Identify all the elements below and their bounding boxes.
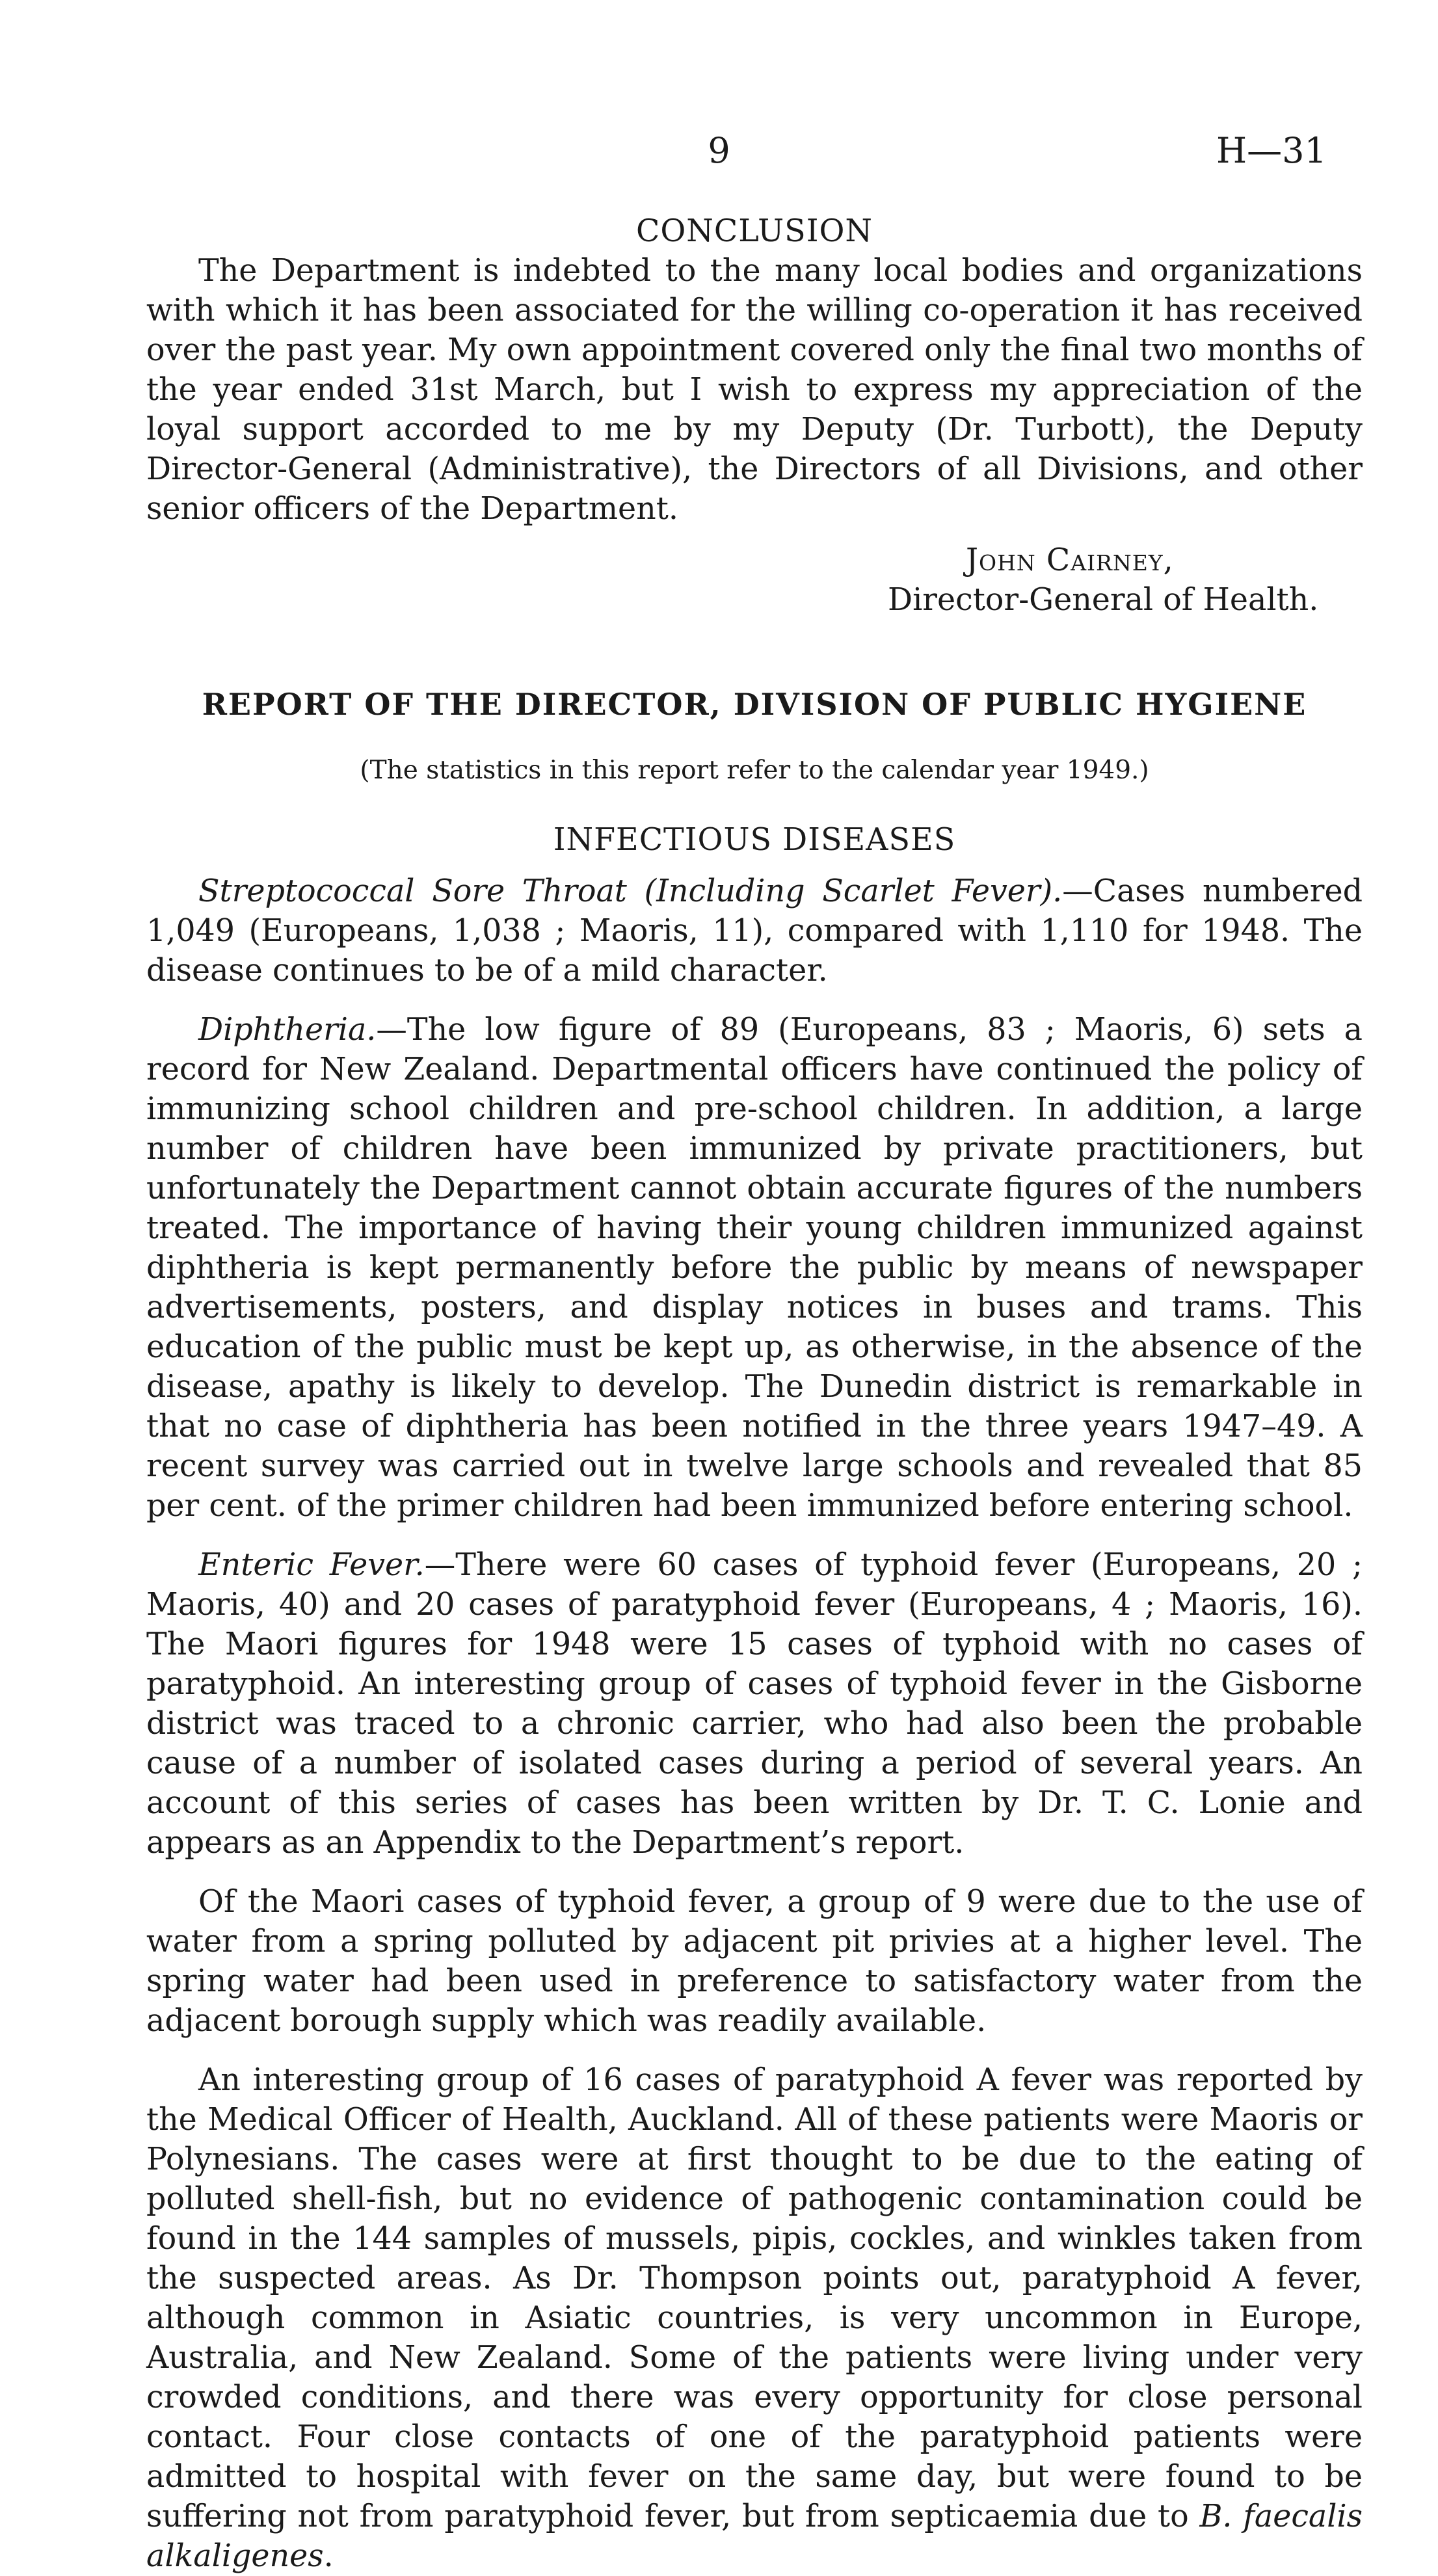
paratyphoid-end: . (323, 2538, 334, 2574)
report-title: REPORT OF THE DIRECTOR, DIVISION OF PUBLIC HYGIENE (202, 687, 1307, 722)
streptococcal-paragraph (146, 871, 1363, 990)
maori-typhoid-paragraph: Of the Maori cases of typhoid fever, a group of 9 were due to the use of water from a spring polluted by adjacent pit privies at a higher level. The spring water had been used in preference to satisfactory water from the adjacent borough supply which was readily available. (146, 1884, 1363, 2039)
conclusion-heading: CONCLUSION (636, 213, 873, 249)
signature-name: John Cairney, (966, 542, 1174, 578)
paratyphoid-paragraph (146, 2060, 1363, 2576)
organism-name: B. faecalis alkaligenes (146, 2499, 1363, 2574)
streptococcal-lead: Streptococcal Sore Throat (Including Scarlet Fever). (198, 873, 1063, 909)
diphtheria-lead: Diphtheria. (198, 1012, 377, 1048)
page-content (146, 211, 1363, 2576)
page-number: 9 (708, 130, 730, 171)
enteric-lead: Enteric Fever. (198, 1547, 425, 1583)
diphtheria-paragraph (146, 1010, 1363, 1526)
streptococcal-text: —Cases numbered 1,049 (Europeans, 1,038 ; Maoris, 11), compared with 1,110 for 1948. The disease continues to be of a mild character. (146, 873, 1363, 989)
paratyphoid-text: An interesting group of 16 cases of paratyphoid A fever was reported by the Medical Officer of Health, Auckland. All of these patients were Maoris or Polynesians. The cases were at first thought to be due to the eating of polluted shell-fish, but no evidence of pathogenic contamination could be found in the 144 samples of mussels, pipis, cockles, and winkles taken from the suspected areas. As Dr. Thompson points out, paratyphoid A fever, although common in Asiatic countries, is very uncommon in Europe, Australia, and New Zealand. Some of the patients were living under very crowded conditions, and there was every opportunity for close personal contact. Four close contacts of one of the paratyphoid patients were admitted to hospital with fever on the same day, but were found to be suffering not from paratyphoid fever, but from septicaemia due to (146, 2062, 1363, 2534)
infectious-diseases-heading: INFECTIOUS DISEASES (553, 822, 956, 858)
diphtheria-text: —The low figure of 89 (Europeans, 83 ; Maoris, 6) sets a record for New Zealand. Departmental officers have continued the policy of immunizing school children and pre-school children. In addition, a large number of children have been immunized by private practitioners, but unfortunately the Department cannot obtain accurate figures of the numbers treated. The importance of having their young children immunized against diphtheria is kept permanently before the public by means of newspaper advertisements, posters, and display notices in buses and trams. This education of the public must be kept up, as otherwise, in the absence of the disease, apathy is likely to develop. The Dunedin district is remarkable in that no case of diphtheria has been notified in the three years 1947–49. A recent survey was carried out in twelve large schools and revealed that 85 per cent. of the primer children had been immunized before entering school. (146, 1012, 1363, 1524)
signature-title: Director-General of Health. (888, 582, 1319, 618)
enteric-text: —There were 60 cases of typhoid fever (Europeans, 20 ; Maoris, 40) and 20 cases of paratyphoid fever (Europeans, 4 ; Maoris, 16). The Maori figures for 1948 were 15 cases of typhoid with no cases of paratyphoid. An interesting group of cases of typhoid fever in the Gisborne district was traced to a chronic carrier, who had also been the probable cause of a number of isolated cases during a period of several years. An account of this series of cases has been written by Dr. T. C. Lonie and appears as an Appendix to the Department’s report. (146, 1547, 1363, 1861)
report-subtitle: (The statistics in this report refer to the calendar year 1949.) (360, 756, 1149, 785)
document-reference: H—31 (1216, 130, 1327, 171)
enteric-paragraph (146, 1545, 1363, 1863)
conclusion-paragraph: The Department is indebted to the many local bodies and organizations with which it has been associated for the willing co-operation it has received over the past year. My own appointment covered only the final two months of the year ended 31st March, but I wish to express my appreciation of the loyal support accorded to me by my Deputy (Dr. Turbott), the Deputy Director-General (Administrative), the Directors of all Divisions, and other senior officers of the Department. (146, 253, 1363, 527)
